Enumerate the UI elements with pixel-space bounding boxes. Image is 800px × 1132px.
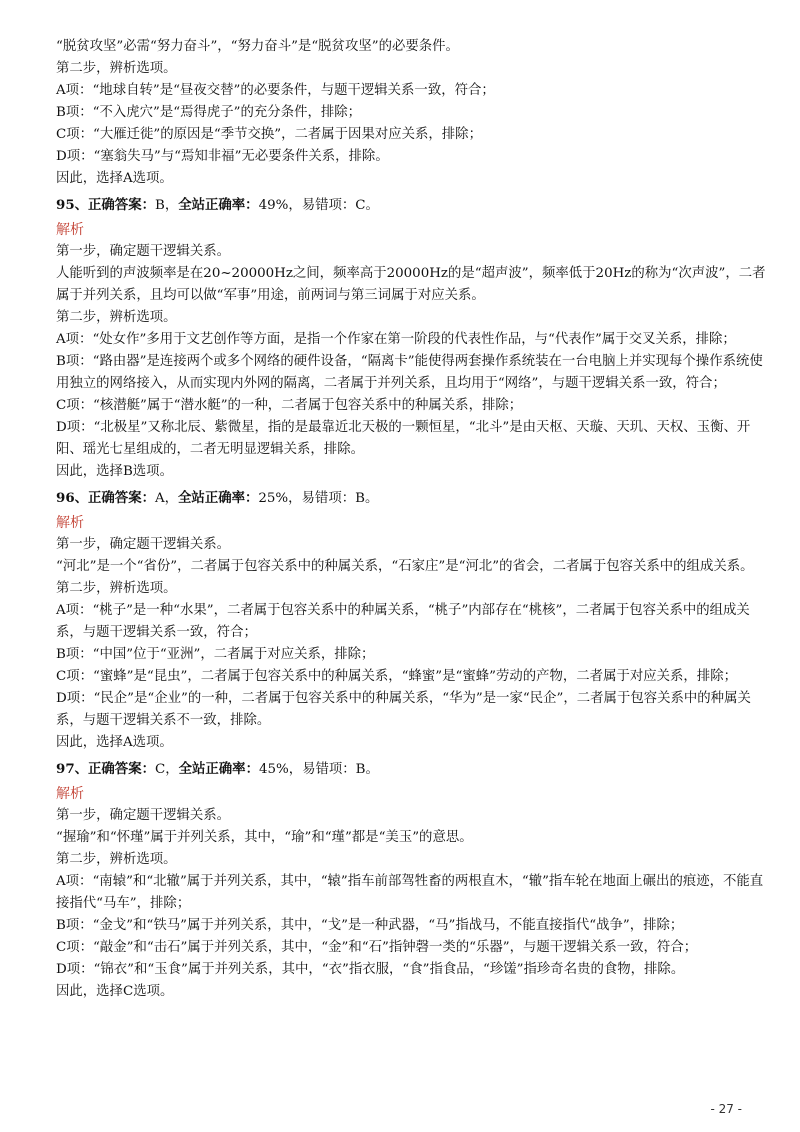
text-line: 第一步，确定题干逻辑关系。	[56, 244, 231, 259]
question-95-section	[56, 194, 772, 483]
document-page	[56, 36, 772, 1003]
rate-label: 全站正确率：	[178, 197, 259, 213]
answer-line	[56, 487, 772, 510]
rate-value: 25%，易错项：B。	[258, 491, 379, 506]
rate-label: 全站正确率：	[178, 761, 259, 777]
text-line: 因此，选择C选项。	[56, 984, 174, 999]
text-line: A项：“地球自转”是“昼夜交替”的必要条件，与题干逻辑关系一致，符合；	[56, 83, 495, 98]
page-number: - 27 -	[710, 1102, 742, 1116]
text-line: “握瑜”和“怀瑾”属于并列关系，其中，“瑜”和“瑾”都是“美玉”的意思。	[56, 830, 473, 845]
text-line: D项：“锦衣”和“玉食”属于并列关系，其中，“衣”指衣服，“食”指食品，“珍馐”指珍奇名贵的食物，排除。	[56, 962, 685, 977]
text-line: B项：“路由器”是连接两个或多个网络的硬件设备，“隔离卡”能使得两套操作系统装在一台电脑上并实现每个操作系统使用独立的网络接入，从而实现内外网的隔离，二者属于并列关系，且均用于“网络”，与题干逻辑关系一致，符合；	[56, 354, 763, 391]
rate-value: 45%，易错项：B。	[258, 762, 379, 777]
text-line: A项：“桃子”是一种“水果”，二者属于包容关系中的种属关系，“桃子”内部存在“桃核”，二者属于包容关系中的组成关系，与题干逻辑关系一致，符合；	[56, 603, 750, 640]
text-line: 第二步，辨析选项。	[56, 852, 177, 867]
text-line: C项：“蜜蜂”是“昆虫”，二者属于包容关系中的种属关系，“蜂蜜”是“蜜蜂”劳动的产物，二者属于对应关系，排除；	[56, 669, 737, 684]
question-97-section	[56, 758, 772, 1003]
text-line: B项：“中国”位于“亚洲”，二者属于对应关系，排除；	[56, 647, 375, 662]
answer-label: 96、正确答案：	[56, 490, 155, 506]
text-line: “河北”是一个“省份”，二者属于包容关系中的种属关系，“石家庄”是“河北”的省会，二者属于包容关系中的组成关系。	[56, 559, 754, 574]
text-line: D项：“塞翁失马”与“焉知非福”无必要条件关系，排除。	[56, 149, 389, 164]
text-line: C项：“核潜艇”属于“潜水艇”的一种，二者属于包容关系中的种属关系，排除；	[56, 398, 523, 413]
text-line: B项：“金戈”和“铁马”属于并列关系，其中，“戈”是一种武器，“马”指战马，不能直接指代“战争”，排除；	[56, 918, 684, 933]
analysis-heading: 解析	[56, 515, 84, 531]
text-line: C项：“大雁迁徙”的原因是“季节交换”，二者属于因果对应关系，排除；	[56, 127, 482, 142]
text-line: 第二步，辨析选项。	[56, 310, 177, 325]
analysis-heading: 解析	[56, 786, 84, 802]
text-line: 第二步，辨析选项。	[56, 61, 177, 76]
text-line: A项：“南辕”和“北辙”属于并列关系，其中，“辕”指车前部驾牲畜的两根直木，“辙”指车轮在地面上碾出的痕迹，不能直接指代“马车”，排除；	[56, 874, 764, 911]
answer-line	[56, 194, 772, 217]
answer-value: B，	[154, 198, 179, 213]
text-line: 因此，选择B选项。	[56, 464, 173, 479]
text-line: 因此，选择A选项。	[56, 735, 173, 750]
answer-line	[56, 758, 772, 781]
answer-label: 97、正确答案：	[56, 761, 155, 777]
text-line: C项：“敲金”和“击石”属于并列关系，其中，“金”和“石”指钟磬一类的“乐器”，与题干逻辑关系一致，符合；	[56, 940, 698, 955]
text-line: 因此，选择A选项。	[56, 171, 173, 186]
text-line: 第一步，确定题干逻辑关系。	[56, 808, 231, 823]
text-line: 第一步，确定题干逻辑关系。	[56, 537, 231, 552]
answer-value: A，	[154, 491, 179, 506]
text-line: D项：“北极星”又称北辰、紫微星，指的是最靠近北天极的一颗恒星，“北斗”是由天枢、天璇、天玑、天权、玉衡、开阳、瑶光七星组成的，二者无明显逻辑关系，排除。	[56, 420, 751, 457]
rate-label: 全站正确率：	[178, 490, 259, 506]
answer-label: 95、正确答案：	[56, 197, 155, 213]
text-line: 第二步，辨析选项。	[56, 581, 177, 596]
answer-value: C，	[154, 762, 179, 777]
text-line: “脱贫攻坚”必需“努力奋斗”，“努力奋斗”是“脱贫攻坚”的必要条件。	[56, 39, 459, 54]
text-line: D项：“民企”是“企业”的一种，二者属于包容关系中的种属关系，“华为”是一家“民企”，二者属于包容关系中的种属关系，与题干逻辑关系不一致，排除。	[56, 691, 751, 728]
text-line: A项：“处女作”多用于文艺创作等方面，是指一个作家在第一阶段的代表性作品，与“代表作”属于交叉关系，排除；	[56, 332, 736, 347]
text-line: B项：“不入虎穴”是“焉得虎子”的充分条件，排除；	[56, 105, 362, 120]
analysis-heading: 解析	[56, 222, 84, 238]
intro-section	[56, 36, 772, 190]
question-96-section	[56, 487, 772, 754]
rate-value: 49%，易错项：C。	[258, 198, 379, 213]
text-line: 人能听到的声波频率是在20~20000Hz之间，频率高于20000Hz的是“超声波”，频率低于20Hz的称为“次声波”，二者属于并列关系，且均可以做“军事”用途，前两词与第三词属于对应关系。	[56, 266, 766, 303]
